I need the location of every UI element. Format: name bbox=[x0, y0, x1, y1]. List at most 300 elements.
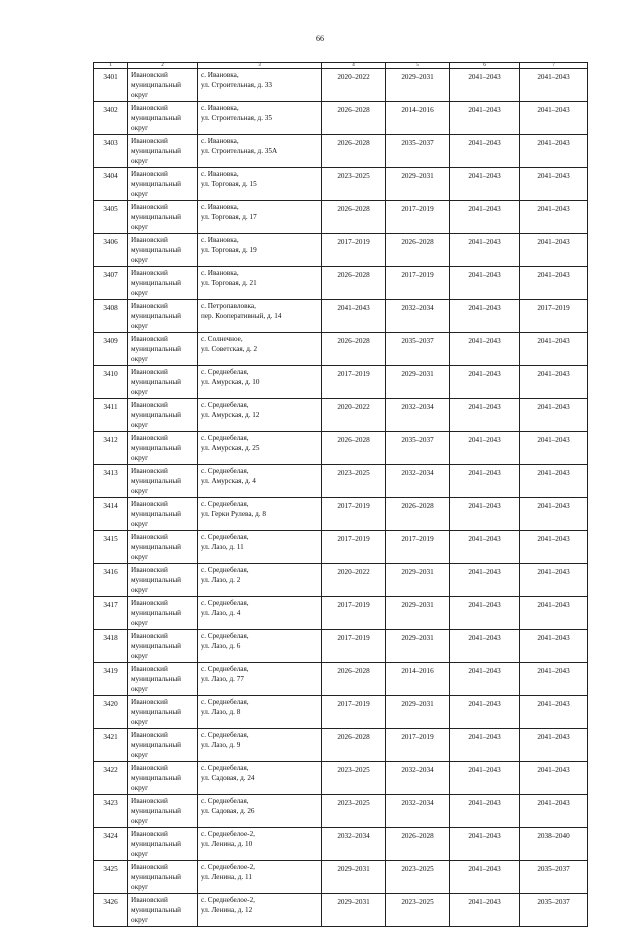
period-col-5-value: 2029–2031 bbox=[401, 73, 434, 81]
address-cell bbox=[198, 564, 322, 597]
period-col-6-cell bbox=[450, 234, 520, 267]
street-line: ул. Торговая, д. 17 bbox=[201, 213, 257, 221]
row-number: 3404 bbox=[94, 168, 128, 201]
period-col-4-cell bbox=[322, 465, 386, 498]
period-col-7-cell bbox=[520, 102, 588, 135]
period-col-7-cell bbox=[520, 432, 588, 465]
address-cell bbox=[198, 630, 322, 663]
row-number: 3417 bbox=[94, 597, 128, 630]
period-col-7-value: 2041–2043 bbox=[537, 106, 570, 114]
table-row bbox=[94, 267, 588, 300]
row-number: 3422 bbox=[94, 762, 128, 795]
period-col-6-value: 2041–2043 bbox=[468, 865, 501, 873]
row-number: 3419 bbox=[94, 663, 128, 696]
column-number: 7 bbox=[520, 63, 588, 69]
period-col-4-cell bbox=[322, 201, 386, 234]
period-col-7-value: 2041–2043 bbox=[537, 667, 570, 675]
municipality-cell: Ивановский муниципальный округ bbox=[128, 861, 198, 894]
page-number: 66 bbox=[316, 34, 324, 43]
period-col-7-value: 2041–2043 bbox=[537, 337, 570, 345]
column-number: 6 bbox=[450, 63, 520, 69]
period-col-6-cell bbox=[450, 135, 520, 168]
period-col-5-cell bbox=[386, 135, 450, 168]
period-col-6-value: 2041–2043 bbox=[468, 370, 501, 378]
period-col-4-value: 2017–2019 bbox=[337, 535, 370, 543]
municipality-cell: Ивановский муниципальный округ bbox=[128, 597, 198, 630]
municipality-cell: Ивановский муниципальный округ bbox=[128, 267, 198, 300]
period-col-7-cell bbox=[520, 267, 588, 300]
period-col-4-value: 2020–2022 bbox=[337, 403, 370, 411]
period-col-4-value: 2023–2025 bbox=[337, 469, 370, 477]
period-col-7-value: 2041–2043 bbox=[537, 370, 570, 378]
column-number: 4 bbox=[322, 63, 386, 69]
period-col-5-value: 2029–2031 bbox=[401, 634, 434, 642]
period-col-7-value: 2041–2043 bbox=[537, 436, 570, 444]
period-col-5-value: 2017–2019 bbox=[401, 205, 434, 213]
street-line: ул. Ленина, д. 10 bbox=[201, 840, 253, 848]
street-line: ул. Садовая, д. 24 bbox=[201, 774, 255, 782]
period-col-4-cell bbox=[322, 366, 386, 399]
table-row bbox=[94, 696, 588, 729]
municipality-cell: Ивановский муниципальный округ bbox=[128, 630, 198, 663]
period-col-7-value: 2041–2043 bbox=[537, 700, 570, 708]
period-col-7-value: 2041–2043 bbox=[537, 205, 570, 213]
period-col-4-cell bbox=[322, 69, 386, 102]
period-col-6-cell bbox=[450, 630, 520, 663]
street-line: ул. Лазо, д. 6 bbox=[201, 642, 241, 650]
table-row bbox=[94, 663, 588, 696]
period-col-7-value: 2035–2037 bbox=[537, 865, 570, 873]
period-col-4-value: 2029–2031 bbox=[337, 865, 370, 873]
municipality-cell: Ивановский муниципальный округ bbox=[128, 762, 198, 795]
period-col-6-cell bbox=[450, 894, 520, 927]
address-cell bbox=[198, 432, 322, 465]
address-cell bbox=[198, 135, 322, 168]
period-col-7-cell bbox=[520, 894, 588, 927]
municipality-cell: Ивановский муниципальный округ bbox=[128, 234, 198, 267]
period-col-5-value: 2017–2019 bbox=[401, 733, 434, 741]
column-number: 2 bbox=[128, 63, 198, 69]
period-col-4-value: 2041–2043 bbox=[337, 304, 370, 312]
street-line: ул. Советская, д. 2 bbox=[201, 345, 258, 353]
period-col-4-value: 2017–2019 bbox=[337, 601, 370, 609]
row-number: 3418 bbox=[94, 630, 128, 663]
municipality-cell: Ивановский муниципальный округ bbox=[128, 894, 198, 927]
period-col-5-value: 2032–2034 bbox=[401, 766, 434, 774]
period-col-5-value: 2023–2025 bbox=[401, 898, 434, 906]
period-col-5-cell bbox=[386, 69, 450, 102]
period-col-7-cell bbox=[520, 399, 588, 432]
period-col-5-value: 2032–2034 bbox=[401, 469, 434, 477]
period-col-7-value: 2041–2043 bbox=[537, 139, 570, 147]
address-cell bbox=[198, 828, 322, 861]
settlement-line: с. Ивановка, bbox=[201, 71, 239, 79]
settlement-line: с. Среднебелая, bbox=[201, 599, 249, 607]
period-col-6-cell bbox=[450, 465, 520, 498]
settlement-line: с. Ивановка, bbox=[201, 269, 239, 277]
period-col-7-value: 2035–2037 bbox=[537, 898, 570, 906]
street-line: ул. Ленина, д. 12 bbox=[201, 906, 253, 914]
street-line: ул. Лазо, д. 77 bbox=[201, 675, 244, 683]
period-col-7-value: 2041–2043 bbox=[537, 634, 570, 642]
period-col-5-cell bbox=[386, 201, 450, 234]
table-row bbox=[94, 102, 588, 135]
period-col-6-value: 2041–2043 bbox=[468, 502, 501, 510]
street-line: ул. Торговая, д. 21 bbox=[201, 279, 257, 287]
period-col-5-value: 2026–2028 bbox=[401, 238, 434, 246]
period-col-4-value: 2017–2019 bbox=[337, 700, 370, 708]
municipality-cell: Ивановский муниципальный округ bbox=[128, 333, 198, 366]
street-line: ул. Амурская, д. 12 bbox=[201, 411, 260, 419]
table-row bbox=[94, 168, 588, 201]
period-col-7-value: 2041–2043 bbox=[537, 271, 570, 279]
register-table bbox=[93, 62, 588, 927]
period-col-5-value: 2032–2034 bbox=[401, 799, 434, 807]
period-col-6-value: 2041–2043 bbox=[468, 271, 501, 279]
period-col-6-cell bbox=[450, 333, 520, 366]
address-cell bbox=[198, 69, 322, 102]
column-number: 5 bbox=[386, 63, 450, 69]
street-line: ул. Строительная, д. 33 bbox=[201, 81, 272, 89]
street-line: ул. Строительная, д. 35 bbox=[201, 114, 272, 122]
municipality-cell: Ивановский муниципальный округ bbox=[128, 432, 198, 465]
period-col-7-cell bbox=[520, 795, 588, 828]
settlement-line: с. Среднебелая, bbox=[201, 566, 249, 574]
period-col-4-value: 2032–2034 bbox=[337, 832, 370, 840]
period-col-4-cell bbox=[322, 630, 386, 663]
address-cell bbox=[198, 168, 322, 201]
table-row bbox=[94, 399, 588, 432]
address-cell bbox=[198, 795, 322, 828]
municipality-cell: Ивановский муниципальный округ bbox=[128, 201, 198, 234]
settlement-line: с. Петропавловка, bbox=[201, 302, 256, 310]
row-number: 3414 bbox=[94, 498, 128, 531]
street-line: ул. Амурская, д. 4 bbox=[201, 477, 256, 485]
settlement-line: с. Среднебелая, bbox=[201, 731, 249, 739]
row-number: 3424 bbox=[94, 828, 128, 861]
settlement-line: с. Ивановка, bbox=[201, 170, 239, 178]
settlement-line: с. Среднебелая, bbox=[201, 533, 249, 541]
period-col-7-cell bbox=[520, 135, 588, 168]
period-col-7-value: 2041–2043 bbox=[537, 733, 570, 741]
period-col-6-cell bbox=[450, 102, 520, 135]
period-col-6-value: 2041–2043 bbox=[468, 535, 501, 543]
settlement-line: с. Ивановка, bbox=[201, 104, 239, 112]
period-col-4-cell bbox=[322, 696, 386, 729]
period-col-5-cell bbox=[386, 795, 450, 828]
settlement-line: с. Среднебелая, bbox=[201, 665, 249, 673]
period-col-6-cell bbox=[450, 267, 520, 300]
period-col-5-cell bbox=[386, 333, 450, 366]
settlement-line: с. Среднебелая, bbox=[201, 401, 249, 409]
period-col-6-value: 2041–2043 bbox=[468, 568, 501, 576]
period-col-4-cell bbox=[322, 828, 386, 861]
address-cell bbox=[198, 729, 322, 762]
period-col-6-value: 2041–2043 bbox=[468, 337, 501, 345]
period-col-5-cell bbox=[386, 564, 450, 597]
period-col-7-value: 2041–2043 bbox=[537, 403, 570, 411]
period-col-6-value: 2041–2043 bbox=[468, 601, 501, 609]
period-col-5-cell bbox=[386, 498, 450, 531]
period-col-5-cell bbox=[386, 399, 450, 432]
period-col-4-value: 2026–2028 bbox=[337, 205, 370, 213]
period-col-7-cell bbox=[520, 333, 588, 366]
table-row bbox=[94, 894, 588, 927]
period-col-6-value: 2041–2043 bbox=[468, 766, 501, 774]
address-cell bbox=[198, 399, 322, 432]
period-col-6-cell bbox=[450, 366, 520, 399]
address-cell bbox=[198, 201, 322, 234]
street-line: ул. Амурская, д. 10 bbox=[201, 378, 260, 386]
settlement-line: с. Среднебелая, bbox=[201, 764, 249, 772]
table-row bbox=[94, 861, 588, 894]
settlement-line: с. Ивановка, bbox=[201, 236, 239, 244]
period-col-7-cell bbox=[520, 861, 588, 894]
street-line: ул. Лазо, д. 2 bbox=[201, 576, 241, 584]
table-row bbox=[94, 366, 588, 399]
period-col-5-value: 2017–2019 bbox=[401, 535, 434, 543]
address-cell bbox=[198, 762, 322, 795]
settlement-line: с. Среднебелое-2, bbox=[201, 896, 255, 904]
period-col-5-cell bbox=[386, 168, 450, 201]
period-col-7-cell bbox=[520, 597, 588, 630]
settlement-line: с. Среднебелое-2, bbox=[201, 830, 255, 838]
period-col-5-value: 2023–2025 bbox=[401, 865, 434, 873]
period-col-6-value: 2041–2043 bbox=[468, 403, 501, 411]
period-col-6-cell bbox=[450, 498, 520, 531]
table-row bbox=[94, 300, 588, 333]
table-row bbox=[94, 234, 588, 267]
period-col-7-value: 2041–2043 bbox=[537, 799, 570, 807]
municipality-cell: Ивановский муниципальный округ bbox=[128, 300, 198, 333]
address-cell bbox=[198, 663, 322, 696]
period-col-4-value: 2026–2028 bbox=[337, 337, 370, 345]
row-number: 3403 bbox=[94, 135, 128, 168]
period-col-5-value: 2017–2019 bbox=[401, 271, 434, 279]
street-line: ул. Строительная, д. 35А bbox=[201, 147, 278, 155]
table-row bbox=[94, 69, 588, 102]
period-col-4-value: 2026–2028 bbox=[337, 733, 370, 741]
period-col-4-cell bbox=[322, 300, 386, 333]
street-line: ул. Лазо, д. 4 bbox=[201, 609, 241, 617]
period-col-4-cell bbox=[322, 729, 386, 762]
period-col-6-cell bbox=[450, 168, 520, 201]
period-col-6-cell bbox=[450, 762, 520, 795]
period-col-5-cell bbox=[386, 267, 450, 300]
row-number: 3426 bbox=[94, 894, 128, 927]
period-col-7-cell bbox=[520, 564, 588, 597]
period-col-5-value: 2029–2031 bbox=[401, 601, 434, 609]
municipality-cell: Ивановский муниципальный округ bbox=[128, 399, 198, 432]
column-number: 3 bbox=[198, 63, 322, 69]
table-row bbox=[94, 795, 588, 828]
period-col-5-cell bbox=[386, 102, 450, 135]
period-col-7-cell bbox=[520, 663, 588, 696]
period-col-5-value: 2026–2028 bbox=[401, 832, 434, 840]
period-col-5-cell bbox=[386, 432, 450, 465]
street-line: ул. Лазо, д. 11 bbox=[201, 543, 244, 551]
settlement-line: с. Среднебелая, bbox=[201, 500, 249, 508]
period-col-5-cell bbox=[386, 861, 450, 894]
street-line: ул. Лазо, д. 9 bbox=[201, 741, 241, 749]
period-col-4-value: 2023–2025 bbox=[337, 799, 370, 807]
municipality-cell: Ивановский муниципальный округ bbox=[128, 795, 198, 828]
period-col-6-cell bbox=[450, 696, 520, 729]
period-col-4-cell bbox=[322, 564, 386, 597]
period-col-5-cell bbox=[386, 696, 450, 729]
period-col-4-cell bbox=[322, 267, 386, 300]
period-col-6-value: 2041–2043 bbox=[468, 799, 501, 807]
period-col-7-value: 2041–2043 bbox=[537, 568, 570, 576]
row-number: 3405 bbox=[94, 201, 128, 234]
period-col-5-cell bbox=[386, 465, 450, 498]
row-number: 3412 bbox=[94, 432, 128, 465]
period-col-5-value: 2029–2031 bbox=[401, 700, 434, 708]
street-line: ул. Лазо, д. 8 bbox=[201, 708, 241, 716]
period-col-7-cell bbox=[520, 762, 588, 795]
period-col-7-cell bbox=[520, 234, 588, 267]
row-number: 3423 bbox=[94, 795, 128, 828]
address-cell bbox=[198, 102, 322, 135]
period-col-7-cell bbox=[520, 729, 588, 762]
table-row bbox=[94, 564, 588, 597]
period-col-7-value: 2038–2040 bbox=[537, 832, 570, 840]
period-col-5-cell bbox=[386, 300, 450, 333]
period-col-5-value: 2035–2037 bbox=[401, 436, 434, 444]
address-cell bbox=[198, 531, 322, 564]
municipality-cell: Ивановский муниципальный округ bbox=[128, 564, 198, 597]
table-row bbox=[94, 465, 588, 498]
period-col-7-cell bbox=[520, 498, 588, 531]
settlement-line: с. Среднебелая, bbox=[201, 368, 249, 376]
period-col-5-cell bbox=[386, 663, 450, 696]
address-cell bbox=[198, 861, 322, 894]
period-col-4-cell bbox=[322, 333, 386, 366]
period-col-5-cell bbox=[386, 630, 450, 663]
period-col-7-cell bbox=[520, 531, 588, 564]
row-number: 3402 bbox=[94, 102, 128, 135]
row-number: 3420 bbox=[94, 696, 128, 729]
address-cell bbox=[198, 597, 322, 630]
row-number: 3416 bbox=[94, 564, 128, 597]
period-col-6-cell bbox=[450, 861, 520, 894]
period-col-6-value: 2041–2043 bbox=[468, 469, 501, 477]
row-number: 3425 bbox=[94, 861, 128, 894]
period-col-4-cell bbox=[322, 762, 386, 795]
municipality-cell: Ивановский муниципальный округ bbox=[128, 729, 198, 762]
period-col-4-cell bbox=[322, 399, 386, 432]
address-cell bbox=[198, 366, 322, 399]
period-col-6-cell bbox=[450, 300, 520, 333]
row-number: 3407 bbox=[94, 267, 128, 300]
period-col-4-cell bbox=[322, 795, 386, 828]
municipality-cell: Ивановский муниципальный округ bbox=[128, 498, 198, 531]
period-col-4-cell bbox=[322, 234, 386, 267]
period-col-5-value: 2035–2037 bbox=[401, 139, 434, 147]
period-col-4-cell bbox=[322, 597, 386, 630]
municipality-cell: Ивановский муниципальный округ bbox=[128, 102, 198, 135]
period-col-5-cell bbox=[386, 828, 450, 861]
period-col-5-cell bbox=[386, 894, 450, 927]
table-row bbox=[94, 630, 588, 663]
period-col-7-cell bbox=[520, 465, 588, 498]
street-line: ул. Амурская, д. 25 bbox=[201, 444, 260, 452]
period-col-5-cell bbox=[386, 762, 450, 795]
street-line: пер. Кооперативный, д. 14 bbox=[201, 312, 282, 320]
period-col-6-cell bbox=[450, 597, 520, 630]
row-number: 3406 bbox=[94, 234, 128, 267]
address-cell bbox=[198, 465, 322, 498]
period-col-5-cell bbox=[386, 366, 450, 399]
street-line: ул. Садовая, д. 26 bbox=[201, 807, 255, 815]
period-col-6-cell bbox=[450, 828, 520, 861]
period-col-7-value: 2041–2043 bbox=[537, 535, 570, 543]
period-col-6-value: 2041–2043 bbox=[468, 139, 501, 147]
period-col-5-value: 2029–2031 bbox=[401, 370, 434, 378]
municipality-cell: Ивановский муниципальный округ bbox=[128, 531, 198, 564]
column-number: 1 bbox=[94, 63, 128, 69]
period-col-4-value: 2017–2019 bbox=[337, 634, 370, 642]
street-line: ул. Торговая, д. 19 bbox=[201, 246, 257, 254]
table-row bbox=[94, 135, 588, 168]
period-col-4-value: 2026–2028 bbox=[337, 139, 370, 147]
municipality-cell: Ивановский муниципальный округ bbox=[128, 69, 198, 102]
address-cell bbox=[198, 234, 322, 267]
period-col-7-value: 2041–2043 bbox=[537, 502, 570, 510]
period-col-5-value: 2032–2034 bbox=[401, 403, 434, 411]
row-number: 3411 bbox=[94, 399, 128, 432]
period-col-6-value: 2041–2043 bbox=[468, 304, 501, 312]
period-col-4-value: 2020–2022 bbox=[337, 568, 370, 576]
row-number: 3421 bbox=[94, 729, 128, 762]
table-row bbox=[94, 201, 588, 234]
row-number: 3415 bbox=[94, 531, 128, 564]
settlement-line: с. Среднебелое-2, bbox=[201, 863, 255, 871]
settlement-line: с. Ивановка, bbox=[201, 137, 239, 145]
period-col-4-cell bbox=[322, 663, 386, 696]
period-col-4-value: 2023–2025 bbox=[337, 172, 370, 180]
street-line: ул. Герки Рулева, д. 8 bbox=[201, 510, 266, 518]
period-col-4-value: 2029–2031 bbox=[337, 898, 370, 906]
period-col-7-cell bbox=[520, 366, 588, 399]
table-row bbox=[94, 762, 588, 795]
period-col-5-cell bbox=[386, 531, 450, 564]
period-col-7-cell bbox=[520, 201, 588, 234]
period-col-6-cell bbox=[450, 564, 520, 597]
period-col-6-value: 2041–2043 bbox=[468, 700, 501, 708]
period-col-5-value: 2014–2016 bbox=[401, 106, 434, 114]
period-col-6-value: 2041–2043 bbox=[468, 832, 501, 840]
address-cell bbox=[198, 267, 322, 300]
settlement-line: с. Среднебелая, bbox=[201, 797, 249, 805]
row-number: 3409 bbox=[94, 333, 128, 366]
period-col-6-value: 2041–2043 bbox=[468, 238, 501, 246]
period-col-7-value: 2041–2043 bbox=[537, 172, 570, 180]
street-line: ул. Ленина, д. 11 bbox=[201, 873, 252, 881]
period-col-6-value: 2041–2043 bbox=[468, 73, 501, 81]
municipality-cell: Ивановский муниципальный округ bbox=[128, 828, 198, 861]
period-col-5-cell bbox=[386, 729, 450, 762]
address-cell bbox=[198, 894, 322, 927]
period-col-6-value: 2041–2043 bbox=[468, 106, 501, 114]
period-col-4-value: 2017–2019 bbox=[337, 502, 370, 510]
period-col-4-cell bbox=[322, 135, 386, 168]
period-col-7-cell bbox=[520, 300, 588, 333]
street-line: ул. Торговая, д. 15 bbox=[201, 180, 257, 188]
period-col-4-cell bbox=[322, 861, 386, 894]
settlement-line: с. Солнечное, bbox=[201, 335, 243, 343]
row-number: 3401 bbox=[94, 69, 128, 102]
